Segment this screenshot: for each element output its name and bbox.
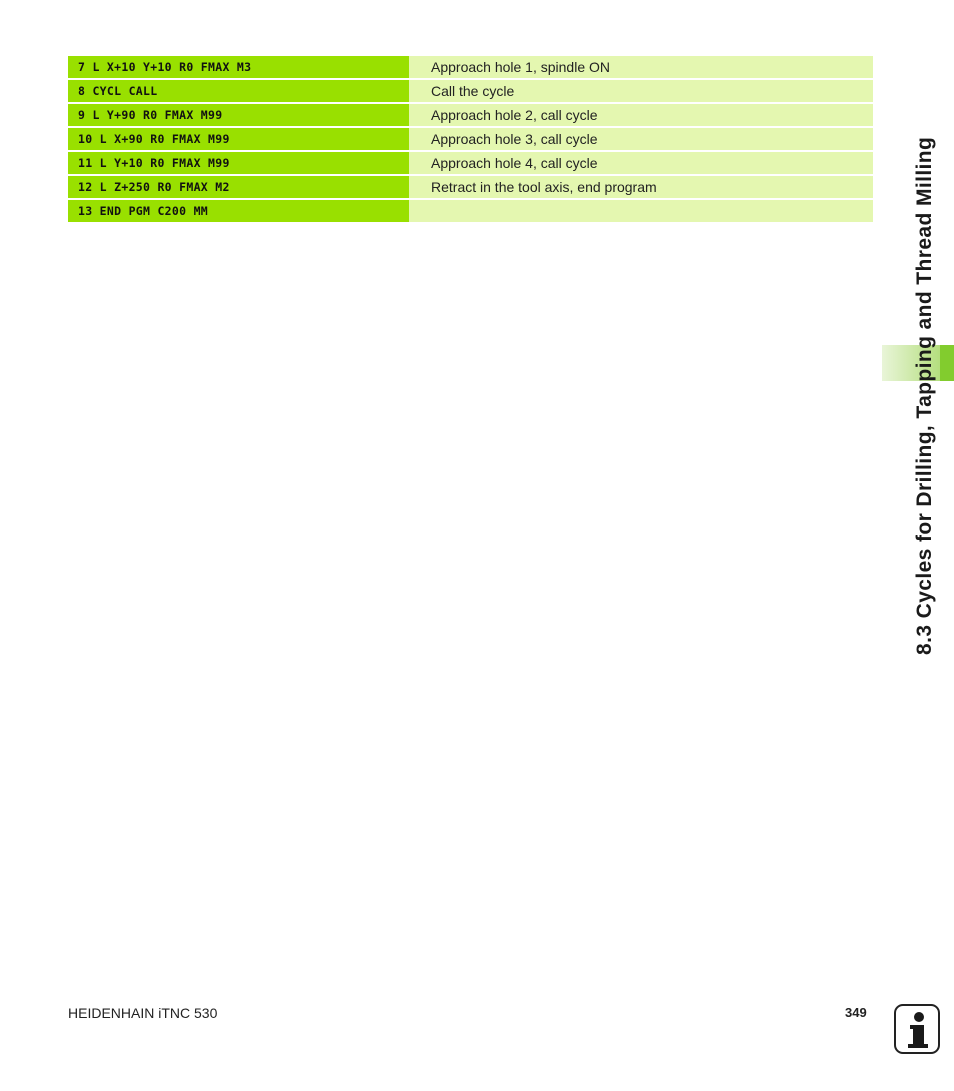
table-row xyxy=(68,128,873,150)
nc-code-cell: 7 L X+10 Y+10 R0 FMAX M3 xyxy=(68,56,409,78)
table-row xyxy=(68,152,873,174)
nc-program-table xyxy=(68,54,873,224)
chapter-side-title: 8.3 Cycles for Drilling, Tapping and Thread Milling xyxy=(913,136,936,655)
footer-product-name: HEIDENHAIN iTNC 530 xyxy=(68,1005,218,1021)
nc-description-cell: Retract in the tool axis, end program xyxy=(409,176,873,198)
table-row xyxy=(68,104,873,126)
table-row xyxy=(68,176,873,198)
nc-description-cell xyxy=(409,200,873,222)
page-number: 349 xyxy=(845,1005,867,1020)
table-row xyxy=(68,80,873,102)
nc-code-cell: 8 CYCL CALL xyxy=(68,80,409,102)
nc-code-cell: 10 L X+90 R0 FMAX M99 xyxy=(68,128,409,150)
nc-code-cell: 13 END PGM C200 MM xyxy=(68,200,409,222)
table-row xyxy=(68,200,873,222)
nc-description-cell: Approach hole 3, call cycle xyxy=(409,128,873,150)
table-row xyxy=(68,56,873,78)
nc-code-cell: 12 L Z+250 R0 FMAX M2 xyxy=(68,176,409,198)
nc-description-cell: Approach hole 1, spindle ON xyxy=(409,56,873,78)
nc-description-cell: Approach hole 2, call cycle xyxy=(409,104,873,126)
nc-code-cell: 9 L Y+90 R0 FMAX M99 xyxy=(68,104,409,126)
nc-description-cell: Approach hole 4, call cycle xyxy=(409,152,873,174)
info-icon xyxy=(894,1004,940,1054)
nc-code-cell: 11 L Y+10 R0 FMAX M99 xyxy=(68,152,409,174)
nc-description-cell: Call the cycle xyxy=(409,80,873,102)
